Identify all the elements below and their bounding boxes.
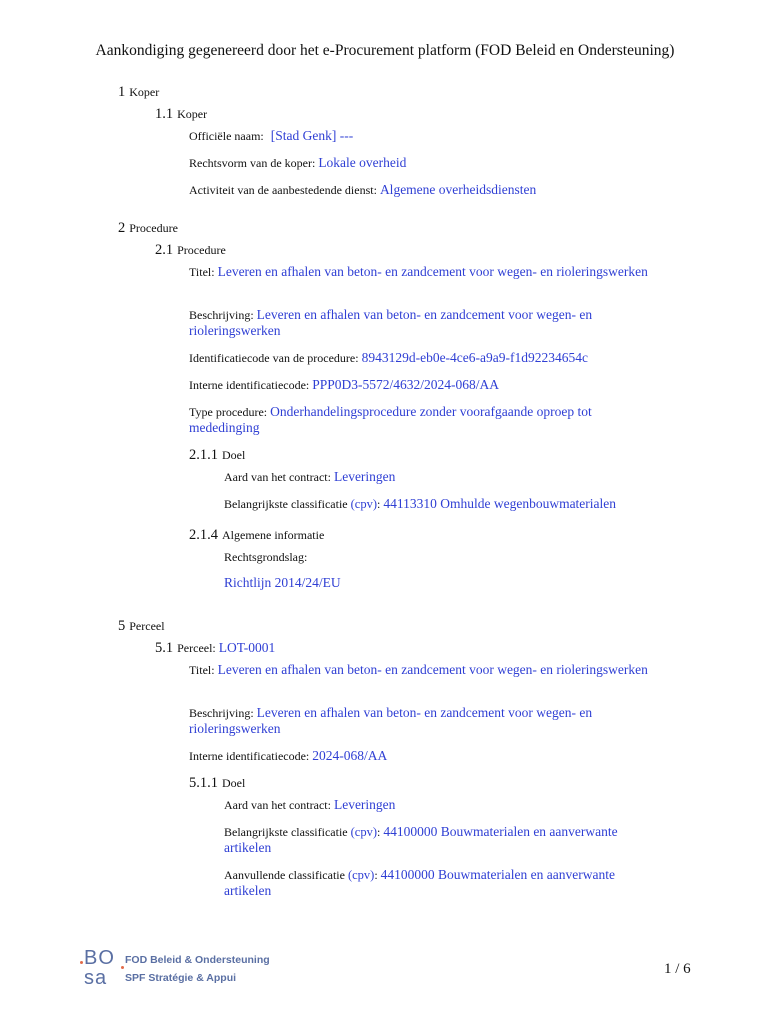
field-label: Aard van het contract: bbox=[224, 798, 331, 812]
field-label: Titel: bbox=[189, 663, 215, 677]
logo-mark bbox=[84, 948, 124, 990]
section-2-1-1-heading bbox=[189, 447, 770, 469]
section-label: Algemene informatie bbox=[222, 528, 325, 542]
field-label: Officiële naam: bbox=[189, 129, 264, 143]
section-label: Doel bbox=[222, 776, 246, 790]
cpv-tag: (cpv) bbox=[350, 825, 377, 839]
field-value: Algemene overheidsdiensten bbox=[379, 182, 537, 197]
field-colon: : bbox=[377, 825, 381, 839]
field-label: Beschrijving: bbox=[189, 308, 254, 322]
field-value: Richtlijn 2014/24/EU bbox=[224, 575, 341, 590]
section-number: 5.1 bbox=[155, 640, 174, 656]
lot-description-field bbox=[189, 705, 649, 748]
field-value: Lokale overheid bbox=[318, 155, 407, 170]
section-label: Perceel bbox=[129, 619, 165, 633]
field-label: Interne identificatiecode: bbox=[189, 749, 310, 763]
field-label: Belangrijkste classificatie bbox=[224, 497, 348, 511]
internal-id-field bbox=[189, 377, 649, 404]
field-value: Leveren en afhalen van beton- en zandcement voor wegen- en rioleringswerken bbox=[189, 307, 593, 338]
description-field bbox=[189, 307, 649, 350]
official-name-field bbox=[189, 128, 649, 155]
lot-id: LOT-0001 bbox=[218, 640, 276, 655]
lot-title-field bbox=[189, 662, 649, 705]
field-value: Leveren en afhalen van beton- en zandcement voor wegen- en rioleringswerken bbox=[217, 264, 648, 279]
lot-main-classification-field bbox=[224, 824, 654, 867]
field-label: Titel: bbox=[189, 265, 215, 279]
section-label: Perceel: bbox=[177, 641, 216, 655]
logo-bo: BO bbox=[84, 947, 115, 969]
lot-contract-type-field bbox=[224, 797, 654, 824]
field-value: 44100000 Bouwmaterialen en aanverwante artikelen bbox=[224, 867, 615, 898]
field-value: Leveren en afhalen van beton- en zandcement voor wegen- en rioleringswerken bbox=[217, 662, 648, 677]
section-1-1-heading bbox=[155, 106, 770, 128]
legal-basis-value bbox=[224, 575, 654, 618]
field-value: 44100000 Bouwmaterialen en aanverwante artikelen bbox=[224, 824, 618, 855]
procedure-id-field bbox=[189, 350, 649, 377]
field-label: Aanvullende classificatie bbox=[224, 868, 345, 882]
section-number: 1.1 bbox=[155, 106, 174, 122]
section-1-heading bbox=[118, 84, 770, 106]
section-label: Doel bbox=[222, 448, 246, 462]
field-label: Activiteit van de aanbestedende dienst: bbox=[189, 183, 377, 197]
section-2-1-heading bbox=[155, 242, 770, 264]
field-value: 8943129d-eb0e-4ce6-a9a9-f1d92234654c bbox=[361, 350, 588, 365]
section-5-1-heading bbox=[155, 640, 770, 662]
section-number: 2.1 bbox=[155, 242, 174, 258]
field-label: Type procedure: bbox=[189, 405, 268, 419]
section-5-heading bbox=[118, 618, 770, 640]
field-colon: : bbox=[374, 868, 378, 882]
contract-type-field bbox=[224, 469, 654, 496]
logo-dot-icon bbox=[121, 966, 124, 969]
logo-sa: sa bbox=[84, 967, 108, 989]
section-2-1-4-heading bbox=[189, 527, 770, 549]
field-value: PPP0D3-5572/4632/2024-068/AA bbox=[312, 377, 500, 392]
legal-form-field bbox=[189, 155, 649, 182]
org-name-nl: FOD Beleid & Ondersteuning bbox=[125, 954, 270, 966]
legal-basis-label bbox=[224, 549, 654, 575]
section-number: 2.1.4 bbox=[189, 527, 218, 543]
document-body bbox=[0, 84, 770, 910]
section-number: 2.1.1 bbox=[189, 447, 218, 463]
field-label: Belangrijkste classificatie bbox=[224, 825, 348, 839]
section-number: 5.1.1 bbox=[189, 775, 218, 791]
field-value: Onderhandelingsprocedure zonder voorafgaande oproep tot mededinging bbox=[189, 404, 592, 435]
main-classification-field bbox=[224, 496, 654, 527]
field-value: [Stad Genk] --- bbox=[270, 128, 354, 143]
field-value: 44113310 Omhulde wegenbouwmaterialen bbox=[383, 496, 617, 511]
lot-additional-classification-field bbox=[224, 867, 654, 910]
title-field bbox=[189, 264, 649, 307]
field-label: Rechtsvorm van de koper: bbox=[189, 156, 316, 170]
field-label: Interne identificatiecode: bbox=[189, 378, 310, 392]
field-colon: : bbox=[377, 497, 381, 511]
page-number: 1 / 6 bbox=[664, 961, 691, 977]
section-2-heading bbox=[118, 220, 770, 242]
section-number: 2 bbox=[118, 220, 126, 236]
bosa-logo bbox=[80, 947, 280, 990]
field-label: Rechtsgrondslag: bbox=[224, 550, 308, 564]
field-value: 2024-068/AA bbox=[312, 748, 388, 763]
page-header: Aankondiging gegenereerd door het e-Procurement platform (FOD Beleid en Ondersteuning) bbox=[95, 42, 675, 59]
field-value: Leveringen bbox=[333, 797, 396, 812]
field-label: Identificatiecode van de procedure: bbox=[189, 351, 359, 365]
field-label: Aard van het contract: bbox=[224, 470, 331, 484]
logo-dot-icon bbox=[80, 961, 83, 964]
section-number: 5 bbox=[118, 618, 126, 634]
section-label: Koper bbox=[177, 107, 208, 121]
org-name-fr: SPF Stratégie & Appui bbox=[125, 972, 237, 984]
field-value: Leveringen bbox=[333, 469, 396, 484]
field-value: Leveren en afhalen van beton- en zandcement voor wegen- en rioleringswerken bbox=[189, 705, 593, 736]
cpv-tag: (cpv) bbox=[347, 868, 375, 882]
procedure-type-field bbox=[189, 404, 649, 447]
section-number: 1 bbox=[118, 84, 126, 100]
cpv-tag: (cpv) bbox=[350, 497, 377, 511]
section-label: Koper bbox=[129, 85, 160, 99]
section-label: Procedure bbox=[129, 221, 178, 235]
lot-internal-id-field bbox=[189, 748, 649, 775]
field-label: Beschrijving: bbox=[189, 706, 254, 720]
section-5-1-1-heading bbox=[189, 775, 770, 797]
activity-field bbox=[189, 182, 649, 220]
section-label: Procedure bbox=[177, 243, 226, 257]
